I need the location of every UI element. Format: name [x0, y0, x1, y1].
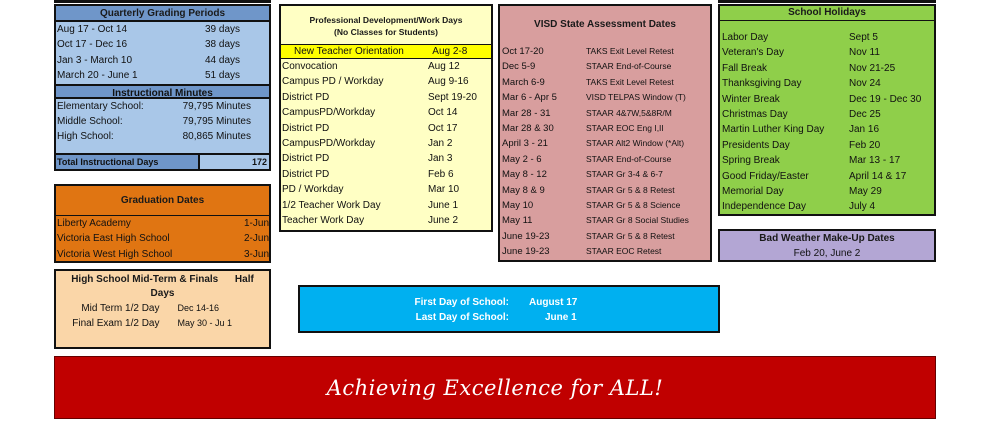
visd-row-date: June 19-23: [502, 246, 550, 258]
holiday-row: [720, 45, 934, 60]
grading-period-row-period: March 20 - June 1: [57, 70, 138, 82]
graduation-dates-panel: [54, 184, 271, 263]
midterm-row: [56, 316, 269, 331]
holiday-row-name: Christmas Day: [722, 108, 788, 120]
minutes-row-school: High School:: [57, 131, 114, 143]
grading-period-row-period: Oct 17 - Dec 16: [57, 39, 128, 51]
visd-row-date: April 3 - 21: [502, 138, 548, 150]
visd-row-test: STAAR Gr 5 & 8 Science: [586, 199, 681, 210]
pd-row: [281, 90, 491, 105]
minutes-row-value: 79,795 Minutes: [182, 100, 251, 112]
midterm-row-label: Final Exam 1/2 Day: [72, 318, 160, 329]
minutes-row: [56, 114, 269, 129]
visd-row-date: Mar 28 - 31: [502, 107, 551, 119]
visd-row-test: STAAR Gr 5 & 8 Retest: [586, 184, 675, 195]
minutes-row-school: Elementary School:: [57, 100, 144, 112]
holiday-row-date: Dec 19 - Dec 30: [849, 93, 922, 105]
pd-row-date: Feb 6: [428, 168, 454, 180]
pd-row-date: Jan 3: [428, 153, 453, 165]
holiday-row-name: Fall Break: [722, 62, 768, 74]
visd-row-test: STAAR Gr 3-4 & 6-7: [586, 169, 663, 180]
holiday-row: [720, 107, 934, 122]
holiday-row: [720, 92, 934, 107]
holiday-row-name: Thanksgiving Day: [722, 78, 802, 90]
graduation-row: [56, 247, 269, 262]
pd-row: [281, 167, 491, 182]
visd-row: [500, 75, 710, 90]
holiday-row-name: Independence Day: [722, 201, 806, 213]
holiday-row-name: Good Friday/Easter: [722, 170, 809, 182]
pd-highlight-event: New Teacher Orientation: [294, 46, 404, 57]
midterm-row-date: Dec 14-16: [177, 303, 220, 313]
quarterly-title: Quarterly Grading Periods: [56, 6, 269, 22]
grading-period-row: [56, 37, 269, 52]
holiday-row-name: Labor Day: [722, 32, 769, 43]
bad-weather-panel: [718, 229, 936, 262]
grading-period-row-days: 51 days: [205, 70, 241, 82]
first-day-date: August 17: [529, 297, 578, 308]
pd-row-event: 1/2 Teacher Work Day: [282, 199, 381, 211]
holidays-list: [720, 30, 934, 215]
minutes-row-school: Middle School:: [57, 115, 123, 127]
grading-period-row-days: 39 days: [205, 24, 241, 35]
holidays-title: School Holidays: [720, 6, 934, 21]
visd-row-date: May 2 - 6: [502, 153, 542, 165]
grading-periods-list: [56, 22, 269, 84]
visd-row-date: May 8 - 12: [502, 169, 547, 181]
visd-row: [500, 244, 710, 259]
pd-row-date: Oct 17: [428, 122, 458, 134]
graduation-row: [56, 216, 269, 231]
visd-row: [500, 44, 710, 59]
visd-row: [500, 229, 710, 244]
pd-row: [281, 136, 491, 151]
holiday-row-date: Jan 16: [849, 124, 880, 136]
visd-row-test: STAAR 4&7W,5&8R/M: [586, 107, 672, 118]
total-instructional-days: [56, 153, 269, 169]
top-border-left: [54, 0, 271, 3]
minutes-row-value: 80,865 Minutes: [182, 131, 251, 143]
visd-row-date: Mar 6 - Apr 5: [502, 92, 557, 104]
visd-row-test: STAAR Gr 5 & 8 Retest: [586, 230, 675, 241]
school-holidays-panel: [718, 4, 936, 216]
midterm-list: [56, 301, 269, 331]
visd-row: [500, 90, 710, 105]
pd-row: [281, 105, 491, 120]
holiday-row-date: May 29: [849, 185, 882, 197]
holiday-row: [720, 76, 934, 91]
pd-row: [281, 59, 491, 74]
visd-row-test: STAAR EOC Eng I,II: [586, 122, 664, 133]
last-day-label: Last Day of School:: [415, 312, 509, 323]
holiday-row-name: Presidents Day: [722, 139, 790, 151]
pd-row: [281, 198, 491, 213]
grading-period-row-days: 38 days: [205, 39, 241, 51]
pd-row-date: Jan 2: [428, 137, 453, 149]
pd-row-event: District PD: [282, 168, 330, 180]
holiday-row-date: Mar 13 - 17: [849, 155, 901, 167]
visd-row-test: STAAR EOC Retest: [586, 246, 662, 257]
pd-row-event: CampusPD/Workday: [282, 137, 376, 149]
visd-row-date: Oct 17-20: [502, 46, 544, 57]
holiday-row-name: Spring Break: [722, 155, 780, 167]
pd-list: [281, 59, 491, 228]
holiday-row-date: Nov 11: [849, 47, 880, 59]
pd-row-event: District PD: [282, 153, 330, 165]
visd-row-test: VISD TELPAS Window (T): [586, 92, 686, 103]
midterm-title: [56, 271, 269, 301]
total-value: 172: [251, 157, 267, 167]
quarterly-grading-periods-panel: [54, 4, 271, 171]
visd-row-test: STAAR End-of-Course: [586, 61, 672, 72]
visd-row: [500, 183, 710, 198]
total-label: Total Instructional Days: [56, 155, 200, 169]
motto-banner: [54, 356, 936, 419]
holiday-row-name: Veteran's Day: [722, 47, 784, 59]
visd-row: [500, 198, 710, 213]
holiday-row: [720, 169, 934, 184]
visd-row-test: STAAR Alt2 Window (*Alt): [586, 138, 685, 149]
holiday-row: [720, 199, 934, 214]
holiday-row-date: Dec 25: [849, 108, 881, 120]
holiday-row-date: Nov 24: [849, 78, 881, 90]
grading-period-row-period: Jan 3 - March 10: [57, 54, 133, 66]
holiday-row-date: April 14 & 17: [849, 170, 907, 182]
graduation-row-date: 3-Jun: [243, 248, 269, 260]
holiday-row: [720, 30, 934, 45]
grading-period-row-days: 44 days: [205, 54, 241, 66]
pd-row: [281, 121, 491, 136]
holiday-row-name: Memorial Day: [722, 185, 784, 197]
minutes-row: [56, 99, 269, 114]
visd-row: [500, 167, 710, 182]
holiday-row: [720, 61, 934, 76]
holiday-row-date: Feb 20: [849, 139, 881, 151]
minutes-row: [56, 129, 269, 144]
midterm-title-line2: Days: [150, 288, 175, 299]
pd-row-date: Aug 9-16: [428, 76, 469, 88]
grading-period-row-period: Aug 17 - Oct 14: [57, 24, 128, 35]
bad-weather-dates: Feb 20, June 2: [793, 248, 861, 259]
visd-row: [500, 59, 710, 74]
midterm-row-label: Mid Term 1/2 Day: [81, 303, 160, 314]
visd-row-test: STAAR Gr 8 Social Studies: [586, 215, 689, 226]
school-days-panel: [298, 285, 720, 333]
pd-row-date: Aug 12: [428, 61, 460, 72]
holiday-row-name: Winter Break: [722, 93, 780, 105]
pd-highlight-date: Aug 2-8: [432, 46, 468, 57]
visd-row-date: May 8 & 9: [502, 184, 545, 196]
pd-row-event: CampusPD/Workday: [282, 107, 376, 119]
first-day-row: [300, 295, 718, 310]
pd-row-event: PD / Workday: [282, 184, 344, 196]
instructional-minutes-list: [56, 99, 269, 145]
pd-row-event: District PD: [282, 122, 330, 134]
visd-row-date: June 19-23: [502, 230, 550, 242]
graduation-list: [56, 216, 269, 262]
holiday-row-date: Nov 21-25: [849, 62, 896, 74]
grading-period-row: [56, 22, 269, 37]
professional-development-panel: [279, 4, 493, 232]
pd-title: Professional Development/Work Days: [309, 15, 463, 25]
visd-row: [500, 152, 710, 167]
visd-assessment-panel: [498, 4, 712, 262]
visd-list: [500, 44, 710, 259]
visd-row-test: TAKS Exit Level Retest: [586, 46, 674, 56]
pd-row-event: Convocation: [282, 61, 338, 72]
bad-weather-title: Bad Weather Make-Up Dates: [759, 233, 895, 244]
graduation-title: Graduation Dates: [56, 186, 269, 216]
holiday-row: [720, 153, 934, 168]
motto-text: Achieving Excellence for ALL!: [326, 375, 664, 400]
pd-row-date: Sept 19-20: [428, 91, 477, 103]
holiday-row-name: Martin Luther King Day: [722, 124, 825, 136]
holiday-row: [720, 122, 934, 137]
pd-row-date: Oct 14: [428, 107, 458, 119]
holiday-row: [720, 184, 934, 199]
pd-row: [281, 151, 491, 166]
visd-row-date: May 11: [502, 215, 533, 227]
grading-period-row: [56, 68, 269, 83]
graduation-row-school: Victoria West High School: [57, 248, 173, 260]
pd-row-event: Campus PD / Workday: [282, 76, 384, 88]
holiday-row-date: July 4: [849, 201, 876, 213]
pd-subtitle: (No Classes for Students): [334, 27, 438, 37]
midterm-finals-panel: [54, 269, 271, 349]
pd-row-date: June 2: [428, 214, 459, 226]
first-day-label: First Day of School:: [414, 297, 509, 308]
visd-row: [500, 213, 710, 228]
graduation-row-date: 1-Jun: [243, 218, 269, 229]
pd-row: [281, 74, 491, 89]
midterm-title-half: Half: [234, 274, 254, 285]
visd-row: [500, 106, 710, 121]
graduation-row-school: Liberty Academy: [57, 218, 131, 229]
visd-title: VISD State Assessment Dates: [534, 19, 676, 30]
pd-row-event: Teacher Work Day: [282, 214, 365, 226]
instructional-minutes-title: Instructional Minutes: [56, 84, 269, 99]
visd-row-test: TAKS Exit Level Retest: [586, 76, 674, 87]
pd-row-date: Mar 10: [428, 184, 460, 196]
visd-row-test: STAAR End-of-Course: [586, 153, 672, 164]
last-day-date: June 1: [545, 312, 577, 323]
holiday-row: [720, 138, 934, 153]
midterm-row: [56, 301, 269, 316]
pd-row-event: District PD: [282, 91, 330, 103]
pd-row-date: June 1: [428, 199, 459, 211]
last-day-row: [300, 310, 718, 325]
graduation-row: [56, 231, 269, 246]
graduation-row-date: 2-Jun: [243, 233, 269, 245]
midterm-row-date: May 30 - Ju 1: [177, 318, 233, 328]
top-border-right: [718, 0, 936, 3]
visd-row-date: March 6-9: [502, 76, 545, 88]
midterm-title-line1: High School Mid-Term & Finals: [71, 274, 219, 285]
pd-row: [281, 213, 491, 228]
visd-row: [500, 121, 710, 136]
visd-row: [500, 136, 710, 151]
minutes-row-value: 79,795 Minutes: [182, 115, 251, 127]
holiday-row-date: Sept 5: [849, 32, 878, 43]
pd-row: [281, 182, 491, 197]
visd-row-date: Mar 28 & 30: [502, 122, 554, 134]
graduation-row-school: Victoria East High School: [57, 233, 170, 245]
visd-row-date: Dec 5-9: [502, 61, 536, 73]
visd-row-date: May 10: [502, 199, 534, 211]
grading-period-row: [56, 53, 269, 68]
pd-header: [281, 6, 491, 44]
pd-highlight-row: [281, 44, 491, 59]
